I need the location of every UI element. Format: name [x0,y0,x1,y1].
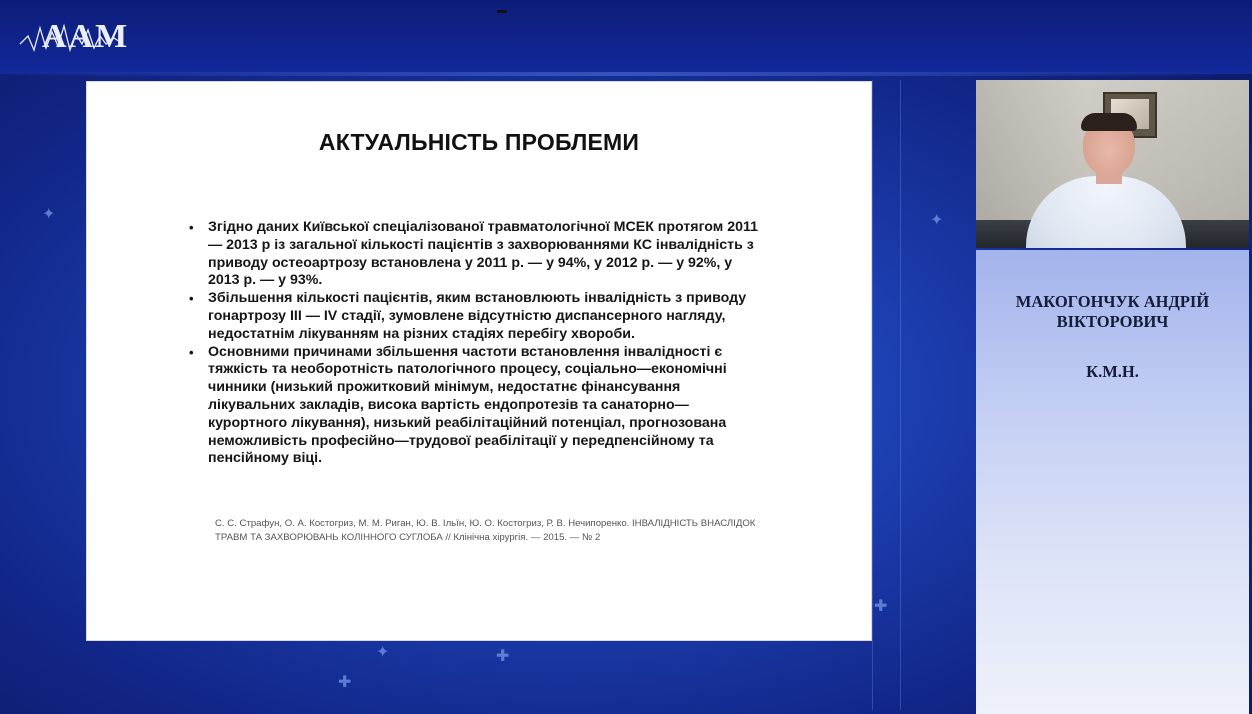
bullet-text: Основними причинами збільшення частоти встановлення інвалідності є тяжкість та необоротність патологічного процесу, соціально—економічні чинники (низький прожитковий мінімум, недостатнє фінансування лікувальних закладів, висока вартість ендопротезів та санаторно—курортного лікування), низький реабілітаційний потенціал, прогнозована неможливість професійно—трудової реабілітації у передпенсійному та пенсійному віці. [208,343,727,467]
sparkle-icon: ✦ [42,206,56,223]
slide-reference: С. С. Страфун, О. А. Костогриз, М. М. Риган, Ю. В. Ільїн, Ю. О. Костогриз, Р. В. Нечипоренко. ІНВАЛІДНІСТЬ ВНАСЛІДОК ТРАВМ ТА ЗАХВОРЮВАНЬ КОЛІННОГО СУГЛОБА // Клінічна хірургія. — 2015. — № 2 [215,518,756,543]
bullet-list [187,219,767,468]
bullet-item [187,290,767,343]
header-band [0,0,1252,74]
speaker-namecard [976,250,1249,714]
notch-mark [497,10,507,13]
bullet-icon: • [189,291,194,307]
sparkle-icon: ✚ [496,648,510,665]
speaker-webcam [976,80,1249,248]
bullet-item [187,344,767,469]
sparkle-icon: ✦ [930,212,944,229]
decor-line [900,80,901,710]
sparkle-icon: ✚ [874,598,888,615]
waveform-icon [18,14,122,60]
bullet-item [187,219,767,290]
speaker-name: МАКОГОНЧУК АНДРІЙ ВІКТОРОВИЧ [1015,292,1210,331]
sparkle-icon: ✚ [338,674,352,691]
sparkle-icon: ✦ [376,644,390,661]
decor-line [872,80,873,710]
speaker-degree: К.М.Н. [1086,362,1139,381]
presentation-slide [87,82,871,640]
bullet-text: Згідно даних Київської спеціалізованої травматологічної МСЕК протягом 2011 — 2013 р із загальної кількості пацієнтів з захворюваннями КС інвалідність з приводу остеоартрозу встановлена у 2011 р. — у 94%, у 2012 р. — у 92%, у 2013 р. — у 93%. [208,219,758,289]
slide-title: АКТУАЛЬНІСТЬ ПРОБЛЕМИ [318,129,640,155]
logo-text: AAM [42,18,130,55]
bullet-text: Збільшення кількості пацієнтів, яким встановлюють інвалідність з приводу гонартрозу III — IV стадії, зумовлене відсутністю диспансерного нагляду, недостатнім лікуванням на різних стадіях перебігу хвороби. [208,290,747,342]
header-divider [0,72,1252,76]
bullet-icon: • [189,220,194,235]
bullet-icon: • [189,344,194,360]
speaker-hair [1081,113,1137,131]
